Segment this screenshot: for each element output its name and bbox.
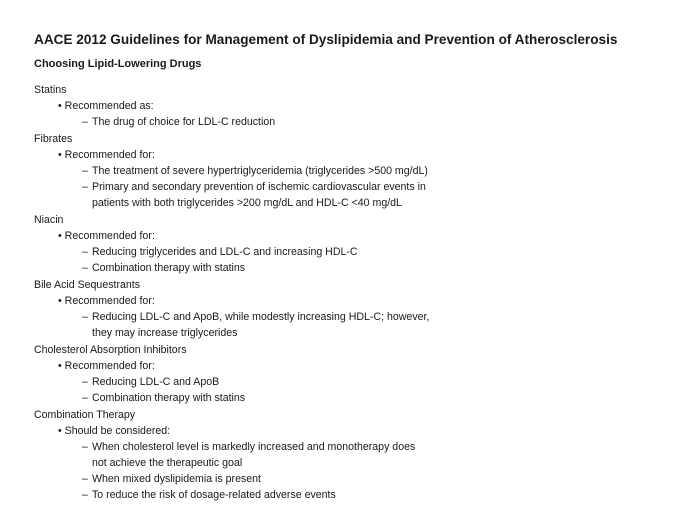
recommendation-items (34, 114, 674, 130)
list-item (34, 390, 674, 406)
recommendation-bullet (34, 228, 674, 244)
dash-symbol: – (82, 246, 88, 258)
recommendation-text: Recommended for: (64, 360, 155, 372)
dash-symbol: – (82, 441, 88, 453)
list-item-text: Combination therapy with statins (92, 262, 246, 274)
drug-class-name: Niacin (34, 214, 64, 226)
list-item-text: To reduce the risk of dosage-related adverse events (92, 489, 336, 501)
recommendation-bullet (34, 293, 674, 309)
dash-symbol: – (82, 392, 88, 404)
recommendation-text: Recommended as: (64, 100, 154, 112)
list-item (34, 244, 674, 260)
drug-class-section (34, 131, 674, 211)
list-item (34, 260, 674, 276)
drug-class-section (34, 342, 674, 406)
drug-class-section (34, 407, 674, 503)
list-item (34, 114, 674, 130)
list-item-text: When cholesterol level is markedly increased and monotherapy does not achieve the therapeutic goal (92, 441, 416, 469)
dash-symbol: – (82, 165, 88, 177)
drug-class-section (34, 277, 674, 341)
dash-symbol: – (82, 311, 88, 323)
dash-symbol: – (82, 376, 88, 388)
bullet-symbol: • (58, 295, 62, 307)
recommendation-items (34, 309, 674, 341)
drug-class-section (34, 212, 674, 276)
drug-class-name: Fibrates (34, 133, 73, 145)
drug-class-name: Statins (34, 84, 67, 96)
drug-class-name: Combination Therapy (34, 409, 136, 421)
dash-symbol: – (82, 473, 88, 485)
dash-symbol: – (82, 489, 88, 501)
list-item-text: Reducing LDL-C and ApoB (92, 376, 220, 388)
list-item-text: Combination therapy with statins (92, 392, 246, 404)
list-item (34, 471, 674, 487)
drug-class-list (34, 82, 674, 503)
recommendation-text: Should be considered: (64, 425, 171, 437)
bullet-symbol: • (58, 100, 62, 112)
list-item (34, 439, 674, 471)
drug-class-name: Bile Acid Sequestrants (34, 279, 140, 291)
bullet-symbol: • (58, 230, 62, 242)
recommendation-text: Recommended for: (64, 149, 155, 161)
list-item (34, 179, 674, 211)
drug-class-section (34, 82, 674, 130)
list-item-text: Primary and secondary prevention of ischemic cardiovascular events in patients with both triglycerides >200 mg/dL and HDL-C <40 mg/dL (92, 181, 426, 209)
list-item-text: Reducing triglycerides and LDL-C and increasing HDL-C (92, 246, 358, 258)
list-item-text: The treatment of severe hypertriglyceridemia (triglycerides >500 mg/dL) (92, 165, 428, 177)
list-item-text: The drug of choice for LDL-C reduction (92, 116, 276, 128)
recommendation-bullet (34, 98, 674, 114)
list-item-text: Reducing LDL-C and ApoB, while modestly increasing HDL-C; however, they may increase triglycerides (92, 311, 430, 339)
recommendation-items (34, 439, 674, 503)
dash-symbol: – (82, 262, 88, 274)
list-item (34, 374, 674, 390)
list-item (34, 309, 674, 341)
document-title: AACE 2012 Guidelines for Management of Dyslipidemia and Prevention of Atherosclerosis (34, 32, 618, 47)
recommendation-items (34, 244, 674, 276)
bullet-symbol: • (58, 425, 62, 437)
recommendation-items (34, 374, 674, 406)
section-subtitle: Choosing Lipid-Lowering Drugs (34, 58, 202, 70)
recommendation-items (34, 163, 674, 211)
recommendation-text: Recommended for: (64, 230, 155, 242)
dash-symbol: – (82, 116, 88, 128)
list-item (34, 163, 674, 179)
list-item-text: When mixed dyslipidemia is present (92, 473, 261, 485)
recommendation-bullet (34, 358, 674, 374)
recommendation-text: Recommended for: (64, 295, 155, 307)
dash-symbol: – (82, 181, 88, 193)
list-item (34, 487, 674, 503)
drug-class-name: Cholesterol Absorption Inhibitors (34, 344, 187, 356)
recommendation-bullet (34, 147, 674, 163)
recommendation-bullet (34, 423, 674, 439)
bullet-symbol: • (58, 149, 62, 161)
bullet-symbol: • (58, 360, 62, 372)
